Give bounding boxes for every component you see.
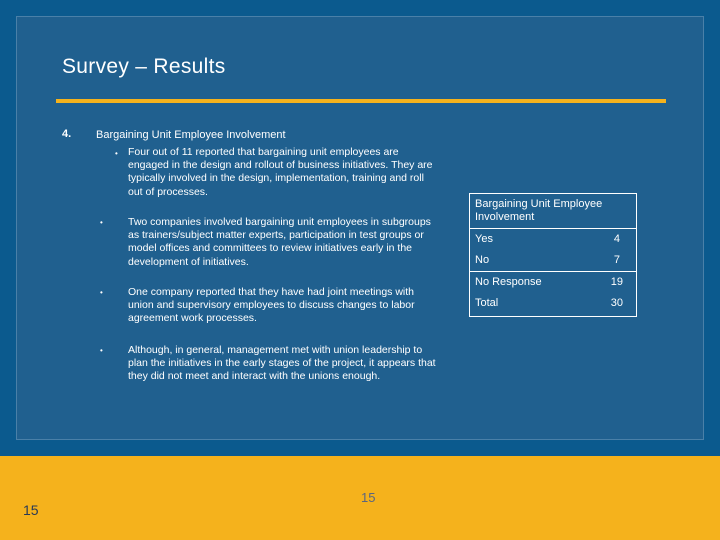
bullet-text: Although, in general, management met with union leadership to plan the initiatives in the early stages of the project, it appears that they did not meet and interact with the unions enough. — [128, 344, 436, 383]
table-row-value: 30 — [610, 297, 623, 309]
table-divider — [470, 228, 636, 229]
table-row-label: Total — [475, 297, 499, 309]
table-title: Bargaining Unit Employee Involvement — [475, 198, 603, 223]
bullet-text: One company reported that they have had joint meetings with union and supervisory employees to discuss changes to labor agreement work processes. — [128, 286, 415, 325]
item-heading: Bargaining Unit Employee Involvement — [96, 129, 286, 141]
table-row-value: 19 — [610, 276, 623, 288]
title-divider — [56, 99, 666, 103]
slide-title: Survey – Results — [62, 55, 226, 78]
table-row-label: Yes — [475, 233, 493, 245]
bullet-marker: • — [115, 149, 118, 158]
bullet-marker: • — [100, 288, 103, 297]
page-number-left: 15 — [23, 502, 39, 518]
bullet-marker: • — [100, 218, 103, 227]
table-divider — [470, 271, 636, 272]
table-row-label: No Response — [475, 276, 542, 288]
bullet-text: Two companies involved bargaining unit employees in subgroups as trainers/subject matter experts, participation in test groups or model offices and committees to review initiatives early in the development of initiatives. — [128, 216, 431, 268]
bullet-text: Four out of 11 reported that bargaining unit employees are engaged in the design and rollout of business initiatives. They are typically involved in the design, implementation, training and roll out of processes. — [128, 146, 433, 198]
table-row-value: 7 — [613, 254, 620, 266]
bullet-marker: • — [100, 346, 103, 355]
item-number: 4. — [62, 128, 72, 140]
table-row-value: 4 — [613, 233, 620, 245]
page-number-center: 15 — [361, 490, 376, 505]
table-row-label: No — [475, 254, 490, 266]
